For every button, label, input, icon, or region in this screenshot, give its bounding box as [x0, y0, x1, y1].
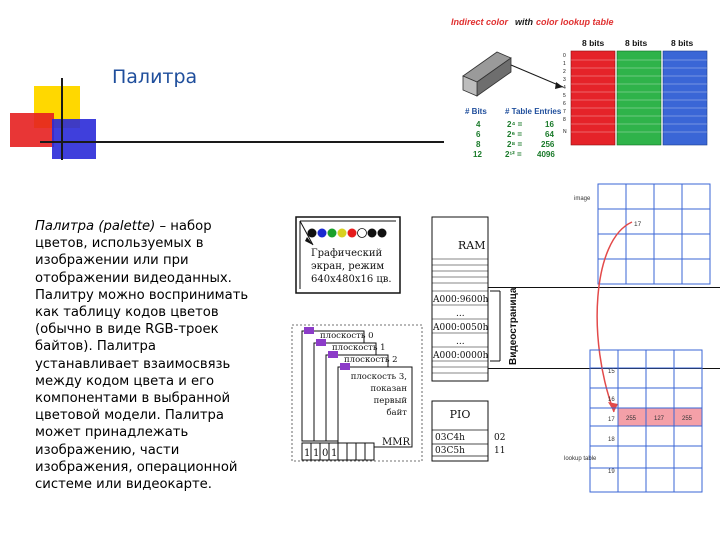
- table-bits-1: 6: [476, 130, 481, 139]
- lut-value-b: 255: [682, 416, 693, 422]
- plane-3-line4: байт: [386, 408, 407, 418]
- row-index-6: 6: [563, 101, 566, 107]
- lut-value-g: 127: [654, 416, 665, 422]
- lut-blue-column: [663, 51, 707, 145]
- row-index-0: 0: [563, 53, 566, 59]
- table-entries-1: 64: [545, 130, 554, 139]
- lut-value-r: 255: [626, 416, 637, 422]
- plane-1-label: плоскость 1: [332, 343, 386, 353]
- indirect-color-figure: [445, 12, 720, 167]
- row-index-4: 4: [563, 85, 566, 91]
- table-bits-2: 8: [476, 140, 481, 149]
- mmr-label: MMR: [382, 437, 411, 448]
- image-label: image: [574, 196, 591, 202]
- col-header-red: 8 bits: [582, 38, 605, 48]
- lut-label: lookup table: [564, 456, 597, 462]
- bit-2: 0: [322, 448, 329, 459]
- table-entries-2: 256: [541, 140, 555, 149]
- row-index-n: N: [563, 129, 567, 135]
- plane-stack: [302, 327, 412, 447]
- plane-3-line2: показан: [370, 384, 407, 394]
- plane-0-label: плоскость 0: [320, 331, 374, 341]
- col-header-green: 8 bits: [625, 38, 648, 48]
- lut-row-16: 16: [608, 397, 615, 403]
- plane-3-line3: первый: [373, 396, 407, 406]
- table-header-entries: # Table Entries: [505, 107, 562, 116]
- table-entries-0: 16: [545, 120, 554, 129]
- table-bits-0: 4: [476, 120, 481, 129]
- bit-0: 1: [304, 448, 311, 459]
- table-expr-3: 2¹² =: [505, 150, 522, 159]
- lookup-title-part2: with: [515, 17, 533, 27]
- pio-value-0: 02: [494, 433, 506, 443]
- image-grid: [598, 184, 710, 284]
- pio-block: [432, 401, 505, 461]
- row-index-8: 8: [563, 117, 566, 123]
- ram-addr-2: A000:0050h: [433, 323, 489, 333]
- plane-2-label: плоскость 2: [344, 355, 398, 365]
- row-index-7: 7: [563, 109, 566, 115]
- definition-paragraph: [35, 218, 253, 493]
- table-entries-3: 4096: [537, 150, 555, 159]
- table-expr-2: 2⁸ =: [507, 140, 523, 149]
- pio-port-0: 03C4h: [435, 433, 465, 443]
- image-lut-figure: [562, 180, 720, 520]
- plane-3-line1: плоскость 3,: [350, 372, 407, 382]
- lut-row-18: 18: [608, 437, 615, 443]
- definition-text: – набор цветов, используемых в изображении или при отображении видеоданных. Палитру можно воспринимать как таблицу кодов цветов (обычно в виде RGB-троек байтов). Палитра устанавливает взаимосвязь между кодом цвета и его компонентами в выбранной цветовой модели. Палитра может принадлежать изображению, части изображения, операционной системе или видеокарте.: [35, 219, 249, 493]
- videopage-bracket: [490, 291, 500, 361]
- lut-row-19: 19: [608, 469, 615, 475]
- ram-block: [432, 217, 489, 381]
- title-underline: [40, 141, 444, 143]
- row-index-2: 2: [563, 69, 566, 75]
- table-bits-3: 12: [473, 150, 482, 159]
- lookup-title-part1: Indirect color: [451, 17, 509, 27]
- lookup-arrow: [597, 222, 632, 412]
- blue-square: [52, 119, 96, 159]
- table-expr-1: 2⁶ =: [507, 130, 523, 139]
- decorative-corner: [0, 0, 110, 170]
- screen-label-line1: Графический: [311, 248, 383, 259]
- pio-value-1: 11: [494, 446, 506, 456]
- bit-3: 1: [331, 448, 338, 459]
- bit-1: 1: [313, 448, 320, 459]
- videopage-label: Видеостраница: [508, 287, 519, 365]
- screen-label-line3: 640x480x16 цв.: [311, 274, 392, 285]
- screen-label-line2: экран, режим: [311, 261, 385, 272]
- lut-row-15: 15: [608, 369, 615, 375]
- col-header-blue: 8 bits: [671, 38, 694, 48]
- definition-term: Палитра (palette): [35, 219, 156, 234]
- row-index-1: 1: [563, 61, 566, 67]
- table-header-bits: # Bits: [465, 107, 487, 116]
- bit-register: [302, 443, 374, 460]
- lut-red-column: [571, 51, 615, 145]
- lookup-title-part3: color lookup table: [536, 17, 614, 27]
- ram-label: RAM: [458, 239, 486, 252]
- row-index-5: 5: [563, 93, 566, 99]
- ram-addr-4: A000:0000h: [433, 351, 489, 361]
- page-title: Палитра: [112, 66, 198, 88]
- table-expr-0: 2⁴ =: [507, 120, 523, 129]
- row-index-3: 3: [563, 77, 566, 83]
- vertical-line: [61, 78, 63, 160]
- ram-addr-0: A000:9600h: [433, 295, 489, 305]
- ram-addr-1: ...: [456, 309, 465, 319]
- lut-green-column: [617, 51, 661, 145]
- pio-port-1: 03C5h: [435, 446, 465, 456]
- pixel-value: 17: [634, 221, 642, 228]
- video-memory-diagram: [290, 215, 570, 470]
- pio-label: PIO: [449, 408, 471, 421]
- lut-row-17: 17: [608, 417, 615, 423]
- ram-addr-3: ...: [456, 337, 465, 347]
